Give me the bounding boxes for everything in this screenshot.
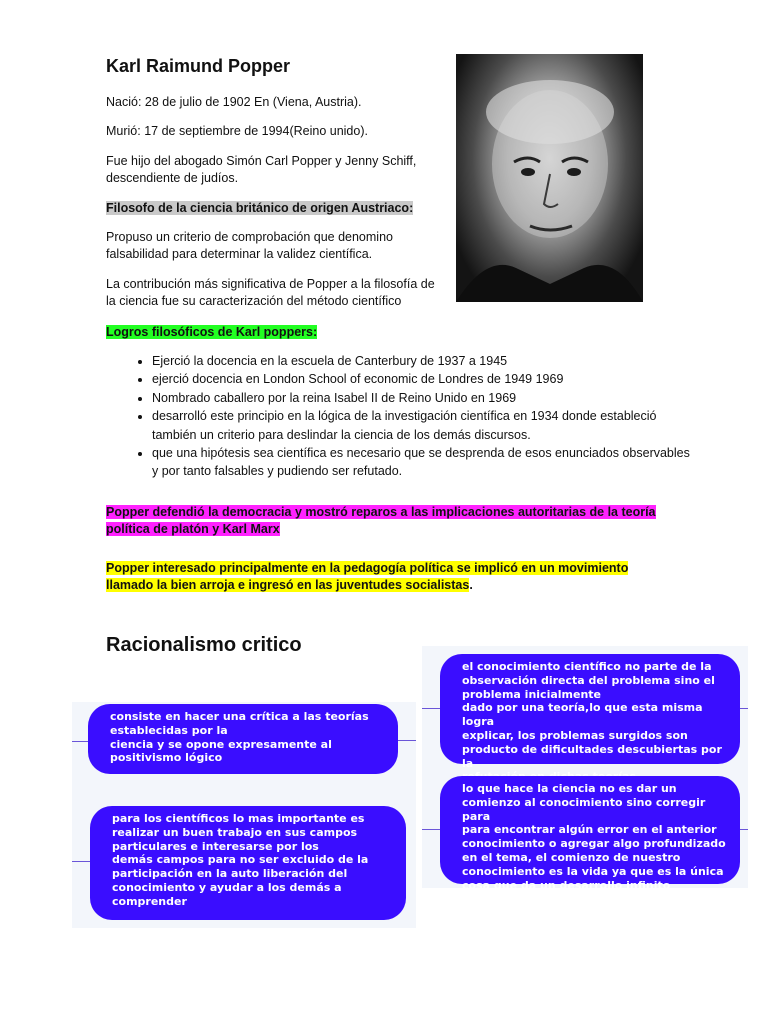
contribution-paragraph: La contribución más significativa de Popper a la filosofía de la ciencia fue su caracterización del método científico <box>106 277 435 308</box>
pedagogy-note: Popper interesado principalmente en la pedagogía política se implicó en un movimiento llamado la bien arroja e ingresó en las juventudes socialistas <box>106 561 629 592</box>
left-connector-top-out <box>396 740 416 741</box>
pedagogy-note-period: . <box>469 578 473 592</box>
list-item: • desarrolló este principio en la lógica de la investigación científica en 1934 donde estableció también un criterio para deslindar la ciencia de los demás discursos. <box>152 407 697 444</box>
right-connector-top-in <box>422 708 442 709</box>
achievements-heading: Logros filosóficos de Karl poppers: <box>106 325 318 339</box>
philosopher-heading-line <box>106 200 446 217</box>
pedagogy-note-line <box>106 560 666 594</box>
death-info: Murió: 17 de septiembre de 1994(Reino unido). <box>106 124 368 138</box>
birth-info: Nació: 28 de julio de 1902 En (Viena, Austria). <box>106 95 362 109</box>
mind-map-node: consiste en hacer una crítica a las teorías establecidas por la ciencia y se opone expresamente al positivismo lógico <box>88 704 398 774</box>
right-connector-bottom-in <box>422 829 442 830</box>
list-item: • ejerció docencia en London School of economic de Londres de 1949 1969 <box>152 370 697 388</box>
philosopher-heading: Filosofo de la ciencia británico de origen Austriaco: <box>106 201 414 215</box>
achievements-heading-line <box>106 324 446 341</box>
achievements-list <box>126 352 697 481</box>
democracy-note: Popper defendió la democracia y mostró reparos a las implicaciones autoritarias de la teoría política de platón y Karl Marx <box>106 505 656 536</box>
list-item: • Ejerció la docencia en la escuela de Canterbury de 1937 a 1945 <box>152 352 697 370</box>
mind-map-node: el conocimiento científico no parte de la observación directa del problema sino el problema inicialmente dado por una teoría,lo que esta misma logra explicar, los problemas surgidos son producto de dificultades descubiertas por la <box>440 654 740 764</box>
portrait-illustration <box>456 54 643 302</box>
mind-map-node: lo que hace la ciencia no es dar un comienzo al conocimiento sino corregir para para encontrar algún error en el anterior conocimiento o agregar algo profundizado en el tema, el comienzo de nuestro conocimiento es la vida ya que es la única cosa que da un desarrollo infinito <box>440 776 740 884</box>
portrait-photo <box>456 54 643 302</box>
left-connector-bottom-in <box>72 861 92 862</box>
falsifiability-paragraph: Propuso un criterio de comprobación que denomino falsabilidad para determinar la validez científica. <box>106 230 393 261</box>
democracy-note-line <box>106 504 666 538</box>
page-title: Karl Raimund Popper <box>106 56 291 76</box>
list-item: • Nombrado caballero por la reina Isabel II de Reino Unido en 1969 <box>152 389 697 407</box>
mind-map-node: para los científicos lo mas importante es realizar un buen trabajo en sus campos particulares e interesarse por los demás campos para no ser excluido de la participación en la auto liberación del conocimiento y ayudar a los demás a comprender <box>90 806 406 920</box>
list-item: • que una hipótesis sea científica es necesario que se desprenda de esos enunciados observables y por tanto falsables y pudiendo ser refutado. <box>152 444 697 481</box>
section-title: Racionalismo critico <box>106 634 302 656</box>
family-info: Fue hijo del abogado Simón Carl Popper y Jenny Schiff, descendiente de judíos. <box>106 154 417 185</box>
